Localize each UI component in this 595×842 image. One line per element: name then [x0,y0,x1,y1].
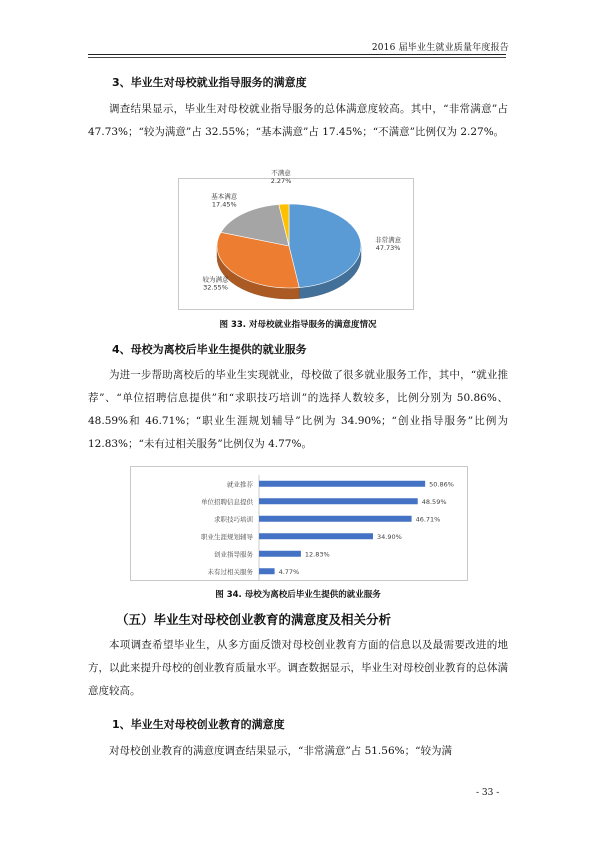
figure-caption: 图 33. 对母校就业指导服务的满意度情况 [219,320,377,330]
bar-category-label: 求职技巧培训 [214,515,253,524]
bar [259,498,418,504]
section-paragraph: 为进一步帮助离校后的毕业生实现就业，母校做了很多就业服务工作，其中，“就业推荐”、“单位招聘信息提供”和“求职技巧培训”的选择人数较多，比例分别为 50.86%、48.59%和 46.71%；“职业生涯规划辅导”比例为 34.90%；“创业指导服务”比例为 12.83%；“未有过相关服务”比例仅为 4.77%。 [88,369,508,450]
bar-chart-panel [130,466,468,581]
bar-category-label: 职业生涯规划辅导 [201,532,253,541]
chapter-heading: （五）毕业生对母校创业教育的满意度及相关分析 [116,612,392,627]
bar-value-label: 4.77% [278,567,300,576]
bar-category-label: 未有过相关服务 [207,567,253,576]
section-paragraph: 对母校创业教育的满意度调查结果显示，“非常满意”占 51.56%；“较为满 [109,745,452,757]
pie-value-label: 17.45% [211,200,237,209]
section-heading: 1、毕业生对母校创业教育的满意度 [112,718,285,731]
bar-value-label: 48.59% [421,497,447,506]
header-divider-thin [88,57,506,58]
bar-category-label: 单位招聘信息提供 [201,497,253,506]
figure-caption: 图 34. 母校为离校后毕业生提供的就业服务 [215,590,381,600]
bar [259,533,373,539]
bar-value-label: 46.71% [415,515,441,524]
section-paragraph: 本项调查希望毕业生，从多方面反馈对母校创业教育方面的信息以及最需要改进的地方，以此来提升母校的创业教育质量水平。调查数据显示，毕业生对母校创业教育的总体满意度较高。 [88,639,508,697]
bar-value-label: 34.90% [377,532,402,541]
report-header-title: 2016 届毕业生就业质量年度报告 [371,43,509,53]
bar-category-label: 创业指导服务 [214,550,253,559]
section-heading: 4、母校为离校后毕业生提供的就业服务 [112,343,307,356]
section-heading: 3、毕业生对母校就业指导服务的满意度 [112,76,307,89]
pie-value-label: 2.27% [270,177,292,186]
pie-chart-panel [178,169,414,310]
bar-category-label: 就业推荐 [227,480,253,489]
pie-category-label: 不满意 [271,169,291,178]
satisfaction-pie-chart [179,169,413,309]
bar-value-label: 12.83% [304,550,330,559]
bar [259,516,412,522]
bar [259,481,425,487]
page-number: - 33 - [476,788,500,798]
section-paragraph: 调查结果显示，毕业生对母校就业指导服务的总体满意度较高。其中，“非常满意”占 47.73%；“较为满意”占 32.55%；“基本满意”占 17.45%；“不满意”比例仅为 2.27%。 [88,103,508,138]
pie-value-label: 47.73% [375,243,401,252]
pie-category-label: 非常满意 [375,235,402,244]
bar [259,551,301,557]
bar [259,568,275,574]
pie-category-label: 较为满意 [202,275,229,284]
header-divider [88,54,506,55]
employment-services-bar-chart [131,467,467,580]
pie-value-label: 32.55% [203,283,228,292]
bar-value-label: 50.86% [429,480,454,489]
pie-category-label: 基本满意 [211,192,238,201]
